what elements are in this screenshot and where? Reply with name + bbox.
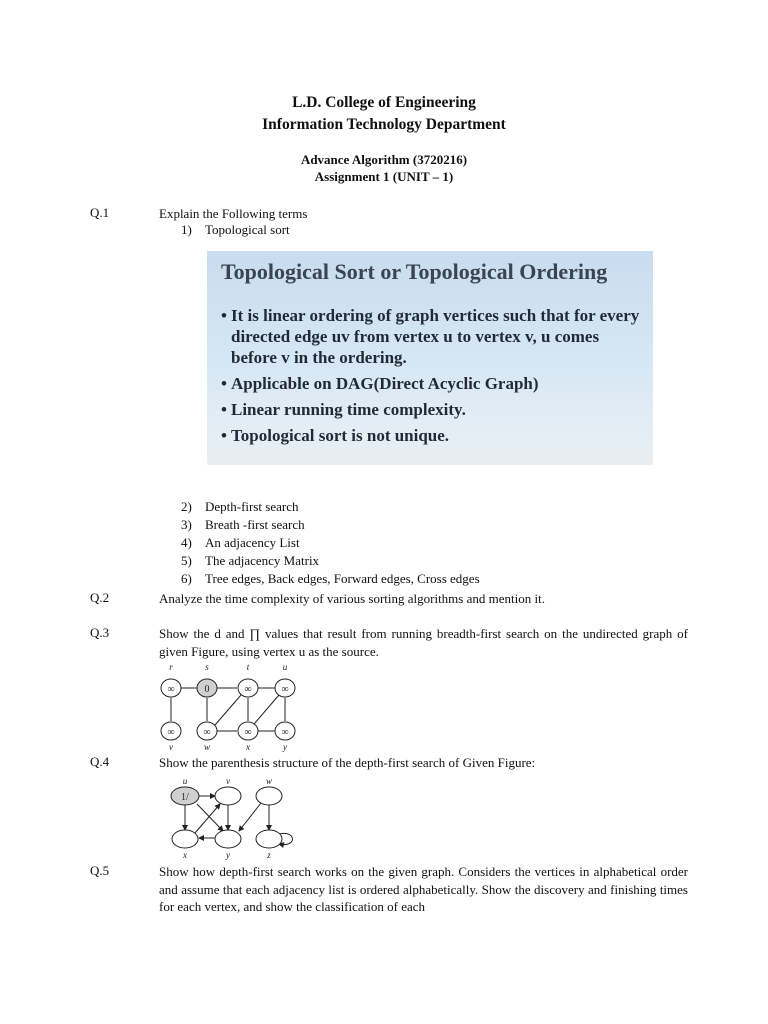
q1-item: 4) An adjacency List bbox=[181, 535, 300, 550]
q4-number: Q.4 bbox=[90, 754, 110, 769]
course-title: Advance Algorithm (3720216) bbox=[300, 152, 468, 167]
vertex-value: ∞ bbox=[244, 684, 252, 695]
vertex-label: s bbox=[205, 662, 209, 672]
vertex-value: ∞ bbox=[281, 727, 289, 738]
vertex-value: ∞ bbox=[167, 684, 175, 695]
q1-text: Explain the Following terms bbox=[159, 206, 308, 221]
topological-sort-slide-image bbox=[207, 251, 653, 465]
q1-item: 3) Breath -first search bbox=[181, 517, 305, 532]
q1-item: 1) Topological sort bbox=[181, 222, 290, 237]
vertex-label: x bbox=[246, 742, 250, 752]
vertex-y bbox=[215, 830, 241, 848]
q1-number: Q.1 bbox=[90, 205, 110, 220]
bfs-graph-figure bbox=[155, 660, 305, 752]
slide-title: Topological Sort or Topological Ordering bbox=[221, 259, 608, 284]
q2-text: Analyze the time complexity of various sorting algorithms and mention it. bbox=[159, 591, 545, 606]
vertex-label: r bbox=[169, 662, 173, 672]
q1-item: 6) Tree edges, Back edges, Forward edges, Cross edges bbox=[181, 571, 480, 586]
q4-text: Show the parenthesis structure of the depth-first search of Given Figure: bbox=[159, 755, 536, 770]
vertex-label: t bbox=[246, 662, 250, 672]
vertex-label: v bbox=[169, 742, 173, 752]
dfs-graph-figure bbox=[165, 778, 305, 862]
vertex-w bbox=[256, 787, 282, 805]
slide-bullet: • It is linear ordering of graph vertices such that for every directed edge uv from vertex u to vertex v, u comes before v in the ordering. bbox=[221, 306, 640, 367]
vertex-z bbox=[256, 830, 282, 848]
q5-number: Q.5 bbox=[90, 863, 110, 878]
vertex-label: z bbox=[267, 850, 271, 860]
vertex-value: ∞ bbox=[281, 684, 289, 695]
start-time-label: 1/ bbox=[181, 792, 189, 803]
q3-text: Show the d and ∏ values that result from running breadth-first search on the undirected graph of given Figure, using vertex u as the source. bbox=[159, 626, 688, 659]
vertex-label: x bbox=[183, 850, 187, 860]
q1-item: 2) Depth-first search bbox=[181, 499, 299, 514]
slide-bullet: • Applicable on DAG(Direct Acyclic Graph) bbox=[221, 374, 539, 393]
vertex-value: ∞ bbox=[203, 727, 211, 738]
vertex-label: u bbox=[182, 778, 188, 786]
q1-item: 5) The adjacency Matrix bbox=[181, 553, 320, 568]
department-name: Information Technology Department bbox=[262, 116, 506, 133]
vertex-value: ∞ bbox=[244, 727, 252, 738]
vertex-v bbox=[215, 787, 241, 805]
vertex-value: ∞ bbox=[167, 727, 175, 738]
assignment-title: Assignment 1 (UNIT – 1) bbox=[314, 169, 454, 184]
vertex-value: 0 bbox=[204, 684, 210, 695]
college-name: L.D. College of Engineering bbox=[292, 94, 476, 111]
vertex-label: w bbox=[265, 778, 273, 786]
vertex-label: w bbox=[203, 742, 211, 752]
vertex-label: y bbox=[283, 742, 287, 752]
q2-number: Q.2 bbox=[90, 590, 110, 605]
slide-bullet: • Topological sort is not unique. bbox=[221, 426, 450, 445]
vertex-label: v bbox=[226, 778, 230, 786]
q3-number: Q.3 bbox=[90, 625, 110, 640]
vertex-x bbox=[172, 830, 198, 848]
q5-text: Show how depth-first search works on the given graph. Considers the vertices in alphabetical order and assume that each adjacency list is ordered alphabetically. Show the discovery and finishing times for each vertex, and show the classification of each bbox=[159, 864, 688, 914]
vertex-label: u bbox=[282, 662, 288, 672]
vertex-label: y bbox=[226, 850, 230, 860]
slide-bullet: • Linear running time complexity. bbox=[221, 400, 466, 419]
